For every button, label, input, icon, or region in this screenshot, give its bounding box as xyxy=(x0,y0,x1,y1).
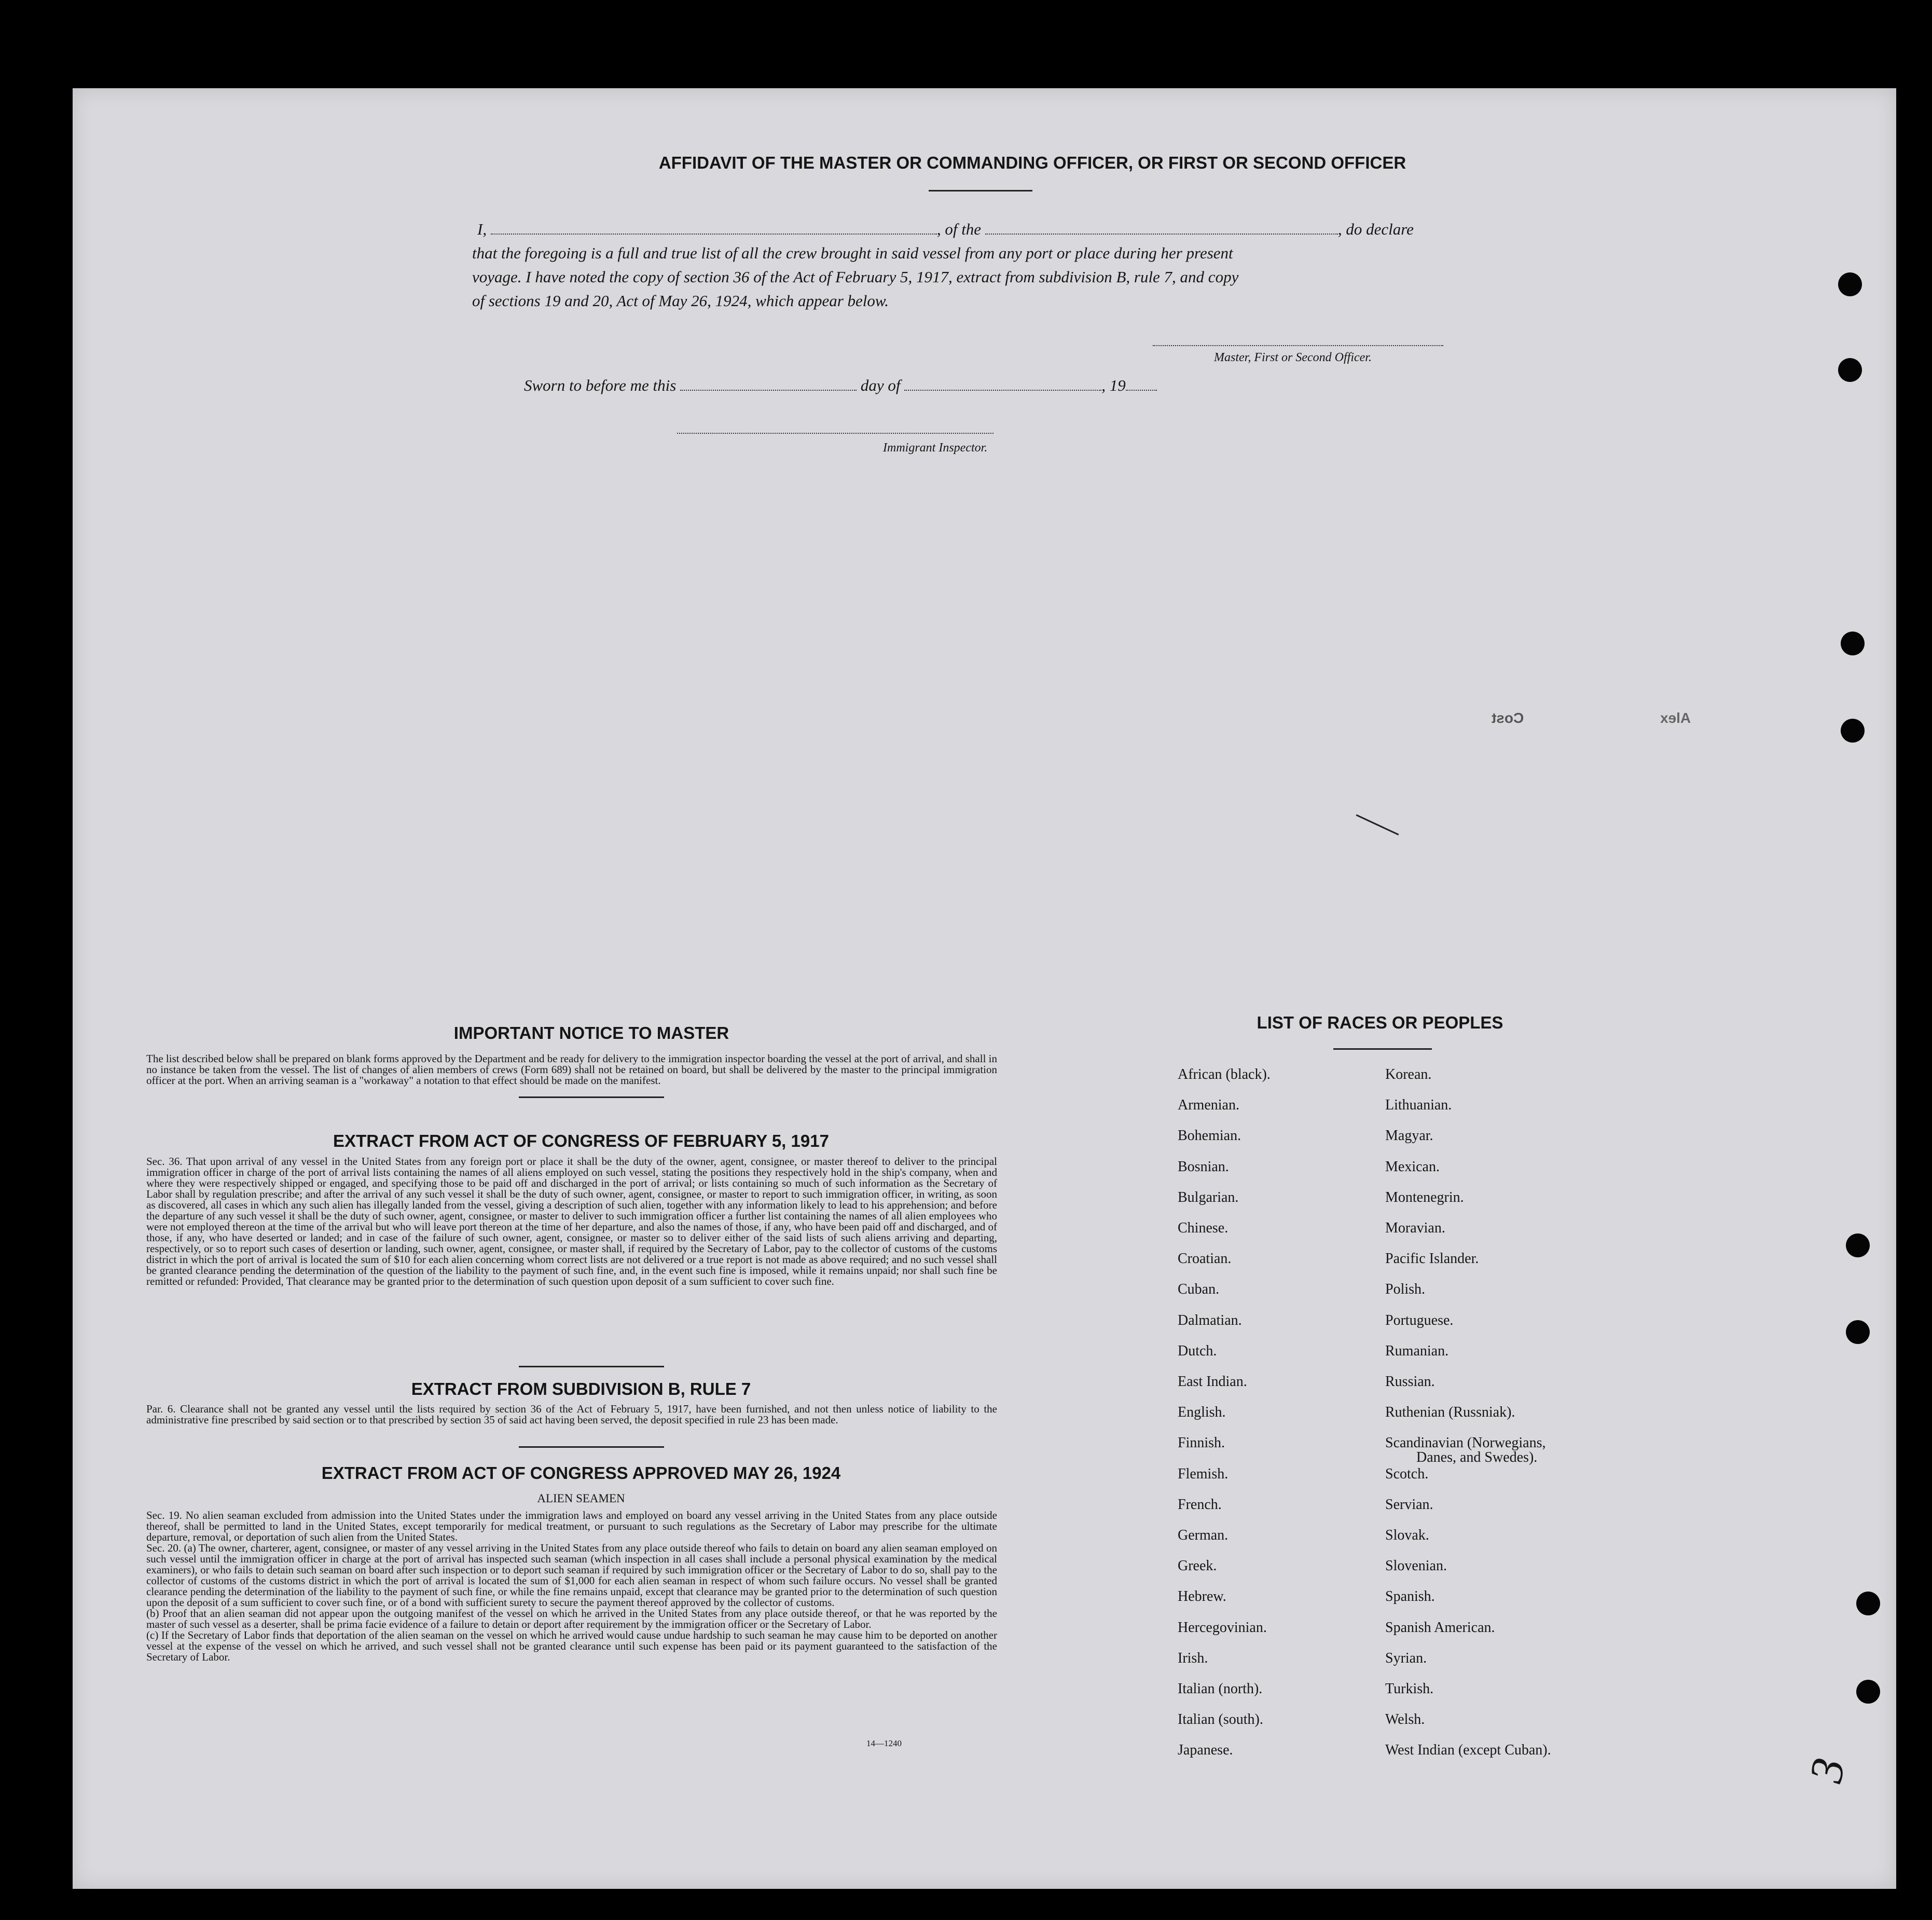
binder-hole xyxy=(1846,1320,1870,1344)
race-item: Turkish. xyxy=(1385,1681,1434,1697)
races-title: LIST OF RACES OR PEOPLES xyxy=(1257,1013,1503,1032)
race-item: Syrian. xyxy=(1385,1650,1427,1666)
race-item: English. xyxy=(1178,1404,1226,1421)
notice-body: The list described below shall be prepared on blank forms approved by the Department and be ready for delivery to the immigration inspector boarding the vessel at the port of arrival, and shall in no instance be taken from the vessel. The list of changes of alien members of crews (Form 689) shall not be retained on board, but shall be delivered by the master to the principal immigration officer at the port. When an arriving seaman is a "workaway" a notation to that effect should be made on the manifest. xyxy=(146,1052,997,1087)
binder-hole xyxy=(1841,719,1865,743)
race-item: Magyar. xyxy=(1385,1128,1433,1144)
races-left-column xyxy=(1178,88,1385,1889)
sworn-text: Sworn to before me this xyxy=(524,376,677,394)
race-item: Irish. xyxy=(1178,1650,1208,1666)
name-blank[interactable] xyxy=(491,231,937,235)
binder-hole xyxy=(1841,632,1865,655)
race-item: Armenian. xyxy=(1178,1097,1239,1114)
race-item: Hebrew. xyxy=(1178,1588,1226,1605)
race-item: Welsh. xyxy=(1385,1711,1425,1728)
sec-20a-text: Sec. 20. (a) The owner, charterer, agent, consignee, or master of any vessel arriving in the United States from any place outside thereof who fails to detain on board any alien seaman employed on such vessel until the immigration officer in charge at the port of arrival has inspected such seaman (which inspection in all cases shall include a personal physical examination by the medical examiners), or who fails to detain such seaman on board after such inspection or to deport such seaman if required by such immigration officer or the Secretary of Labor to do so, shall pay to the collector of customs of the customs district in which the port of arrival is located the sum of $1,000 for each alien seaman in respect of whom such failure occurs. No vessel shall be granted clearance pending the determination of the liability to the payment of such fine, or while the fine remains unpaid, except that clearance may be granted prior to the determination of such question upon the deposit of a sum sufficient to cover such fine, or of a bond with sufficient surety to secure the payment thereof approved by the collector of customs. xyxy=(146,1542,997,1609)
race-item: Dutch. xyxy=(1178,1342,1217,1359)
race-item: Italian (south). xyxy=(1178,1711,1263,1728)
inspector-label: Immigrant Inspector. xyxy=(883,441,988,455)
affidavit-line-2: that the foregoing is a full and true list of all the crew brought in said vessel from any port or place during her present xyxy=(472,244,1233,262)
race-item: Mexican. xyxy=(1385,1158,1440,1175)
sec-19-text: Sec. 19. No alien seaman excluded from admission into the United States under the immigration laws and employed on board any vessel arriving in the United States from any place outside thereof, shall be permitted to land in the United States, except temporarily for medical treatment, or pursuant to such regulations as the Secretary of Labor may prescribe for the ultimate departure, removal, or deportation of such alien from the United States. xyxy=(146,1509,997,1543)
binder-hole xyxy=(1838,272,1862,296)
handwritten-page-number: 3 xyxy=(1800,1754,1855,1787)
race-item: Bohemian. xyxy=(1178,1128,1241,1144)
race-item: Scandinavian (Norwegians, xyxy=(1385,1435,1546,1451)
race-item: Bosnian. xyxy=(1178,1158,1229,1175)
race-item: Montenegrin. xyxy=(1385,1189,1464,1205)
inspector-signature-line[interactable] xyxy=(677,433,993,434)
rule7-title: EXTRACT FROM SUBDIVISION B, RULE 7 xyxy=(411,1379,751,1398)
extract-1924-title: EXTRACT FROM ACT OF CONGRESS APPROVED MAY 26, 1924 xyxy=(321,1463,841,1483)
affidavit-line-3: voyage. I have noted the copy of section 36 of the Act of February 5, 1917, extract from subdivision B, rule 7, and copy xyxy=(472,268,1239,286)
year-blank[interactable] xyxy=(1126,388,1157,391)
race-item: Dalmatian. xyxy=(1178,1312,1242,1328)
year-prefix: , 19 xyxy=(1101,376,1126,394)
race-item: Croatian. xyxy=(1178,1251,1232,1267)
affidavit-do-declare: , do declare xyxy=(1337,220,1414,238)
form-page xyxy=(73,88,1896,1889)
race-item: Spanish. xyxy=(1385,1588,1435,1605)
race-item: Scotch. xyxy=(1385,1465,1429,1482)
notice-divider xyxy=(519,1096,664,1098)
stamp-text-left: Cost xyxy=(1492,710,1524,726)
title-divider xyxy=(929,190,1032,191)
extract-1924-body xyxy=(146,1510,997,1663)
extract-1917-body: Sec. 36. That upon arrival of any vessel in the United States from any foreign port or place it shall be the duty of the owner, agent, consignee, or master thereof to deliver to the principal immigration officer in charge of the port of arrival lists containing the names of all aliens employed on such vessel, stating the positions they respectively hold in the ship's company, when and where they were respectively shipped or engaged, and specifying those to be paid off and discharged in the port of arrival; or lists containing so much of such information as the Secretary of Labor shall by regulation prescribe; and after the arrival of any such vessel it shall be the duty of such owner, agent, consignee, or master to report to such immigration officer, in writing, as soon as discovered, all cases in which any such alien has illegally landed from the vessel, giving a description of such alien, together with any information likely to lead to his apprehension; and before the departure of any such vessel it shall be the duty of such owner, agent, consignee, or master to deliver to such immigration officer a further list containing the names of all alien employees who were not employed thereon at the time of the arrival but who will leave port thereon at the time of her departure, and also the names of those, if any, who have been paid off and discharged, and of those, if any, who have deserted or landed; and in case of the failure of such owner, agent, consignee, or master so to deliver either of the said lists of such aliens arriving and departing, respectively, or so to report such cases of desertion or landing, such owner, agent, consignee, or master shall, if required by the Secretary of Labor, pay to the collector of customs of the customs district in which the port of arrival is located the sum of $10 for each alien concerning whom correct lists are not delivered or a true report is not made as above required; and no such vessel shall be granted clearance pending the determination of the question of the liability to the payment of such fine, and, in the event such fine is imposed, while it remains unpaid; nor shall such fine be remitted or refunded: Provided, That clearance may be granted prior to the determination of such question upon deposit of a sum sufficient to cover such fine. xyxy=(146,1155,997,1287)
race-item: Pacific Islander. xyxy=(1385,1251,1479,1267)
master-label: Master, First or Second Officer. xyxy=(1214,351,1372,364)
race-item: Polish. xyxy=(1385,1281,1426,1298)
race-item: Spanish American. xyxy=(1385,1619,1495,1636)
rule7-body: Par. 6. Clearance shall not be granted any vessel until the lists required by section 36 of the Act of February 5, 1917, have been furnished, and not then unless notice of liability to the administrative fine prescribed by said section or to that prescribed by section 35 of said act having been served, the deposit specified in rule 23 has been made. xyxy=(146,1403,997,1426)
sworn-month-blank[interactable] xyxy=(904,388,1101,391)
race-item: Korean. xyxy=(1385,1066,1432,1082)
sworn-day-blank[interactable] xyxy=(680,388,857,391)
sec-20b-text: (b) Proof that an alien seaman did not appear upon the outgoing manifest of the vessel on which he arrived in the United States from any place outside thereof, or that he was reported by the master of such vessel as a deserter, shall be prima facie evidence of a failure to detain or deport after requirement by the immigration officer or the Secretary of Labor. xyxy=(146,1607,997,1630)
race-item: East Indian. xyxy=(1178,1374,1247,1390)
race-item: Chinese. xyxy=(1178,1220,1229,1236)
affidavit-title: AFFIDAVIT OF THE MASTER OR COMMANDING OFFICER, OR FIRST OR SECOND OFFICER xyxy=(658,153,1406,172)
race-item: Flemish. xyxy=(1178,1465,1229,1482)
race-item: Italian (north). xyxy=(1178,1681,1263,1697)
race-item: Lithuanian. xyxy=(1385,1097,1452,1114)
affidavit-of-the: , of the xyxy=(936,220,982,238)
race-item: German. xyxy=(1178,1527,1229,1543)
notice-title: IMPORTANT NOTICE TO MASTER xyxy=(453,1023,729,1043)
binder-hole xyxy=(1856,1592,1880,1615)
race-item: Greek. xyxy=(1178,1558,1217,1574)
binder-hole xyxy=(1856,1680,1880,1704)
race-item: Finnish. xyxy=(1178,1435,1225,1451)
affidavit-line-4: of sections 19 and 20, Act of May 26, 1924, which appear below. xyxy=(472,292,889,310)
binder-hole xyxy=(1838,358,1862,382)
form-number: 14—1240 xyxy=(866,1738,902,1748)
race-item: West Indian (except Cuban). xyxy=(1385,1742,1551,1759)
race-item: Russian. xyxy=(1385,1374,1435,1390)
race-item: Servian. xyxy=(1385,1496,1433,1513)
rule7-divider xyxy=(519,1446,664,1448)
extract-1917-divider xyxy=(519,1366,664,1367)
race-item: Hercegovinian. xyxy=(1178,1619,1267,1636)
race-item: French. xyxy=(1178,1496,1222,1513)
race-item: African (black). xyxy=(1178,1066,1271,1082)
race-item: Portuguese. xyxy=(1385,1312,1454,1328)
race-item: Ruthenian (Russniak). xyxy=(1385,1404,1515,1421)
race-item: Bulgarian. xyxy=(1178,1189,1239,1205)
races-right-column xyxy=(1385,88,1696,1889)
race-item: Cuban. xyxy=(1178,1281,1220,1298)
race-item: Moravian. xyxy=(1385,1220,1445,1236)
stamp-text-right: Alex xyxy=(1660,710,1691,726)
race-item: Slovenian. xyxy=(1385,1558,1447,1574)
race-item: Danes, and Swedes). xyxy=(1416,1449,1538,1466)
day-of-text: day of xyxy=(860,376,901,394)
race-item: Rumanian. xyxy=(1385,1342,1449,1359)
extract-1924-subtitle: ALIEN SEAMEN xyxy=(537,1492,625,1505)
binder-hole xyxy=(1846,1233,1870,1257)
extract-1917-title: EXTRACT FROM ACT OF CONGRESS OF FEBRUARY 5, 1917 xyxy=(333,1131,829,1150)
race-item: Slovak. xyxy=(1385,1527,1429,1543)
sec-20c-text: (c) If the Secretary of Labor finds that deportation of the alien seaman on the vessel on which he arrived would cause undue hardship to such seaman he may cause him to be deported on another vessel at the expense of the vessel on which he arrived, and such vessel shall not be granted clearance until such expense has been paid or its payment guaranteed to the satisfaction of the Secretary of Labor. xyxy=(146,1629,997,1663)
affidavit-i: I, xyxy=(477,220,487,238)
race-item: Japanese. xyxy=(1178,1742,1233,1759)
